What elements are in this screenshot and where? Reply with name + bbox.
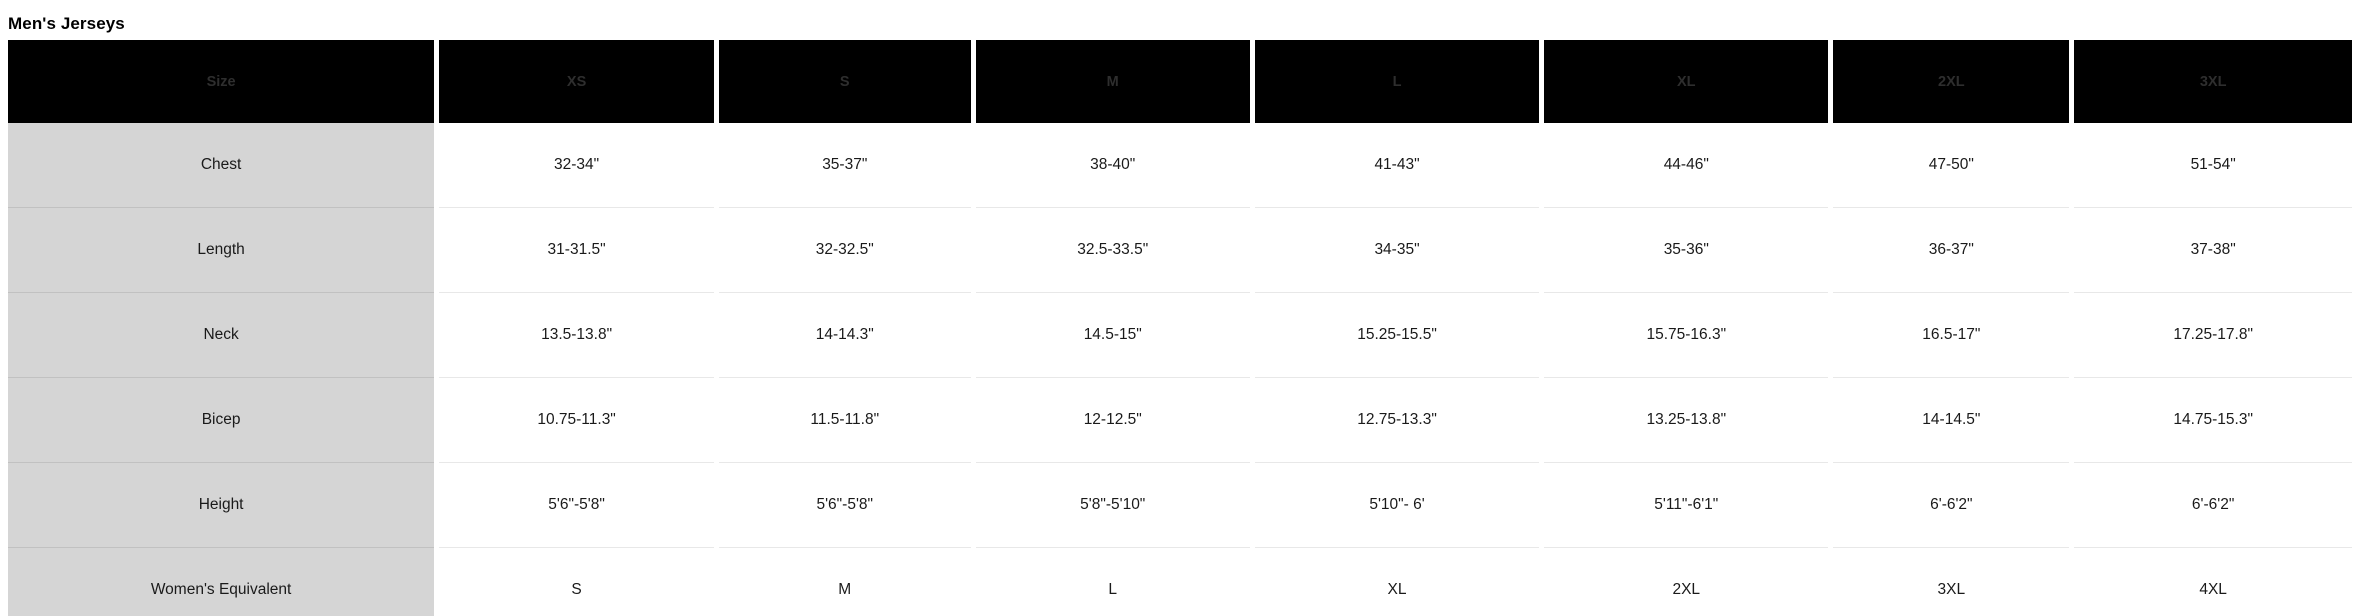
row-label-height: Height: [8, 463, 434, 548]
column-header-3xl: 3XL: [2074, 40, 2352, 123]
header-row: [8, 40, 2352, 123]
row-label-bicep: Bicep: [8, 378, 434, 463]
column-header-size: Size: [8, 40, 434, 123]
value-cell: 41-43": [1255, 123, 1539, 208]
value-cell: 36-37": [1833, 208, 2069, 293]
value-cell: 15.25-15.5": [1255, 293, 1539, 378]
column-header-m: M: [976, 40, 1250, 123]
value-cell: 38-40": [976, 123, 1250, 208]
value-cell: 37-38": [2074, 208, 2352, 293]
page-title: Men's Jerseys: [8, 14, 125, 33]
row-label-neck: Neck: [8, 293, 434, 378]
row-label-chest: Chest: [8, 123, 434, 208]
value-cell: 16.5-17": [1833, 293, 2069, 378]
value-cell: 3XL: [1833, 548, 2069, 616]
value-cell: 10.75-11.3": [439, 378, 714, 463]
value-cell: 15.75-16.3": [1544, 293, 1828, 378]
value-cell: 6'-6'2": [2074, 463, 2352, 548]
value-cell: 14.5-15": [976, 293, 1250, 378]
value-cell: 14-14.3": [719, 293, 971, 378]
table-row-chest: [8, 123, 2352, 208]
value-cell: 5'11"-6'1": [1544, 463, 1828, 548]
value-cell: 35-37": [719, 123, 971, 208]
value-cell: 51-54": [2074, 123, 2352, 208]
value-cell: 11.5-11.8": [719, 378, 971, 463]
value-cell: 12.75-13.3": [1255, 378, 1539, 463]
value-cell: 17.25-17.8": [2074, 293, 2352, 378]
value-cell: 5'8"-5'10": [976, 463, 1250, 548]
value-cell: S: [439, 548, 714, 616]
size-chart-scroll-region[interactable]: [0, 40, 2357, 616]
value-cell: 12-12.5": [976, 378, 1250, 463]
value-cell: L: [976, 548, 1250, 616]
value-cell: 5'10"- 6': [1255, 463, 1539, 548]
value-cell: 6'-6'2": [1833, 463, 2069, 548]
column-header-2xl: 2XL: [1833, 40, 2069, 123]
value-cell: 14.75-15.3": [2074, 378, 2352, 463]
value-cell: 5'6"-5'8": [719, 463, 971, 548]
column-header-s: S: [719, 40, 971, 123]
row-label-length: Length: [8, 208, 434, 293]
value-cell: 32.5-33.5": [976, 208, 1250, 293]
table-row-length: [8, 208, 2352, 293]
value-cell: 32-34": [439, 123, 714, 208]
size-chart-table: [3, 40, 2357, 616]
table-row-neck: [8, 293, 2352, 378]
value-cell: 5'6"-5'8": [439, 463, 714, 548]
value-cell: 32-32.5": [719, 208, 971, 293]
value-cell: 44-46": [1544, 123, 1828, 208]
column-header-xl: XL: [1544, 40, 1828, 123]
value-cell: 14-14.5": [1833, 378, 2069, 463]
value-cell: M: [719, 548, 971, 616]
value-cell: 34-35": [1255, 208, 1539, 293]
value-cell: 13.5-13.8": [439, 293, 714, 378]
value-cell: 13.25-13.8": [1544, 378, 1828, 463]
row-label-womens-equivalent: Women's Equivalent: [8, 548, 434, 616]
value-cell: XL: [1255, 548, 1539, 616]
table-row-bicep: [8, 378, 2352, 463]
table-row-height: [8, 463, 2352, 548]
value-cell: 47-50": [1833, 123, 2069, 208]
column-header-xs: XS: [439, 40, 714, 123]
value-cell: 2XL: [1544, 548, 1828, 616]
value-cell: 35-36": [1544, 208, 1828, 293]
column-header-l: L: [1255, 40, 1539, 123]
value-cell: 31-31.5": [439, 208, 714, 293]
value-cell: 4XL: [2074, 548, 2352, 616]
table-row-womens-equivalent: [8, 548, 2352, 616]
